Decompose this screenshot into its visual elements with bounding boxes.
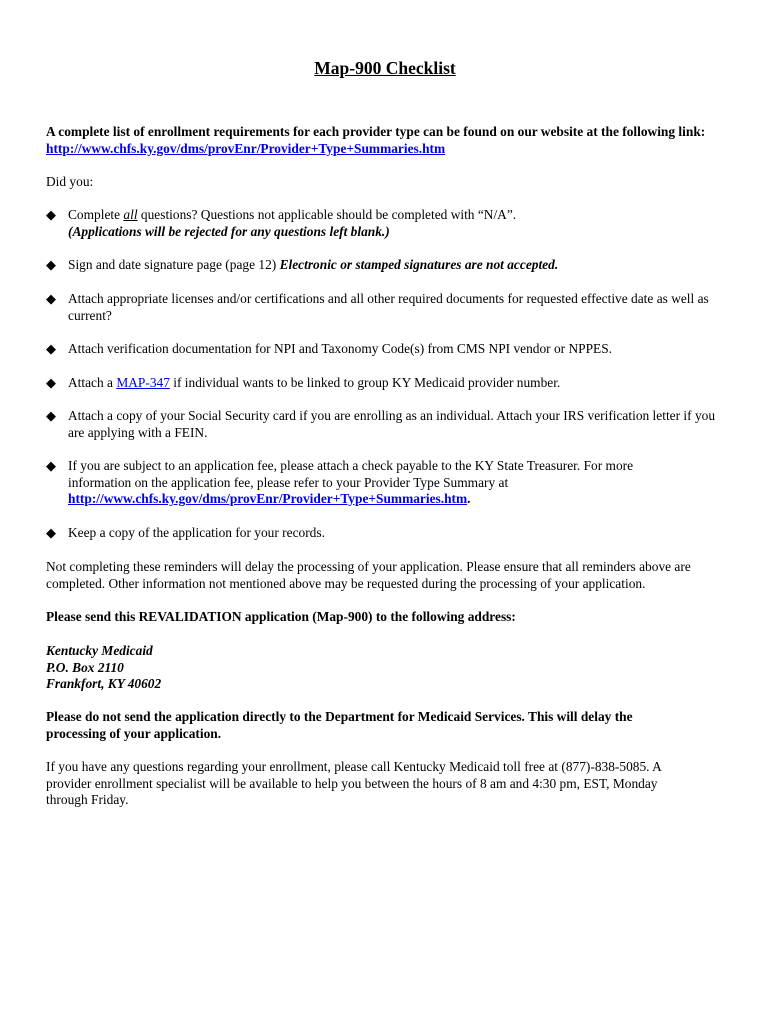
diamond-bullet-icon: ◆ xyxy=(46,257,56,272)
item-note: (Applications will be rejected for any questions left blank.) xyxy=(68,223,390,239)
diamond-bullet-icon: ◆ xyxy=(46,291,56,306)
diamond-bullet-icon: ◆ xyxy=(46,408,56,423)
item-text: Sign and date signature page (page 12) xyxy=(68,257,280,272)
address-line: Kentucky Medicaid xyxy=(46,643,153,658)
address-line: Frankfort, KY 40602 xyxy=(46,676,162,692)
checklist-item-map347 xyxy=(46,375,726,392)
item-emphasis: all xyxy=(123,207,138,222)
mailing-address xyxy=(46,643,726,693)
map-347-link[interactable]: MAP-347 xyxy=(116,375,170,390)
item-emphasis: Electronic or stamped signatures are not accepted. xyxy=(279,257,559,272)
warning-paragraph: Please do not send the application directly to the Department for Medicaid Services. This will delay the processing of your application. xyxy=(46,709,633,741)
diamond-bullet-icon: ◆ xyxy=(46,341,56,356)
item-text: if individual wants to be linked to group KY Medicaid provider number. xyxy=(169,375,561,390)
diamond-bullet-icon: ◆ xyxy=(46,525,56,540)
checklist-item-ssn xyxy=(46,408,726,441)
provider-summaries-link[interactable]: http://www.chfs.ky.gov/dms/provEnr/Provider+Type+Summaries.htm xyxy=(46,140,446,156)
item-text: Complete xyxy=(68,207,124,222)
checklist-item-licenses xyxy=(46,291,726,324)
checklist-item-application-fee xyxy=(46,458,686,508)
item-text: Attach verification documentation for NPI and Taxonomy Code(s) from CMS NPI vendor or NPPES. xyxy=(68,341,613,356)
diamond-bullet-icon: ◆ xyxy=(46,458,56,473)
intro-paragraph xyxy=(46,124,726,157)
reminder-paragraph: Not completing these reminders will delay the processing of your application. Please ensure that all reminders above are completed. Other information not mentioned above may be requested during the processing of your application. xyxy=(46,559,691,591)
diamond-bullet-icon: ◆ xyxy=(46,207,56,222)
checklist-item-keep-copy xyxy=(46,525,726,542)
checklist-item-complete-questions xyxy=(46,207,726,240)
diamond-bullet-icon: ◆ xyxy=(46,375,56,390)
page-title: Map-900 Checklist xyxy=(314,58,456,78)
item-text: Attach a copy of your Social Security card if you are enrolling as an individual. Attach your IRS verification letter if you are applying with a FEIN. xyxy=(68,408,716,440)
item-text: Attach a xyxy=(68,375,117,390)
did-you-label: Did you: xyxy=(46,174,94,189)
contact-paragraph: If you have any questions regarding your enrollment, please call Kentucky Medicaid toll free at (877)-838-5085. A provider enrollment specialist will be available to help you between the hours of 8 am and 4:30 pm, EST, Monday through Friday. xyxy=(46,759,662,808)
intro-text: A complete list of enrollment requirements for each provider type can be found on our website at the following link: xyxy=(46,124,706,139)
checklist-item-npi xyxy=(46,341,726,358)
address-line: P.O. Box 2110 xyxy=(46,659,124,675)
provider-summaries-link-2[interactable]: http://www.chfs.ky.gov/dms/provEnr/Provider+Type+Summaries.htm xyxy=(68,491,468,507)
item-text: Attach appropriate licenses and/or certifications and all other required documents for requested effective date as well as current? xyxy=(68,291,709,323)
item-text: questions? Questions not applicable should be completed with “N/A”. xyxy=(137,207,517,222)
item-text: If you are subject to an application fee, please attach a check payable to the KY State Treasurer. For more information on the application fee, please refer to your Provider Type Summary at xyxy=(68,458,634,490)
item-text: . xyxy=(467,491,471,507)
item-text: Keep a copy of the application for your records. xyxy=(68,525,325,540)
checklist-item-sign-date xyxy=(46,257,726,274)
send-heading: Please send this REVALIDATION application (Map-900) to the following address: xyxy=(46,609,516,624)
